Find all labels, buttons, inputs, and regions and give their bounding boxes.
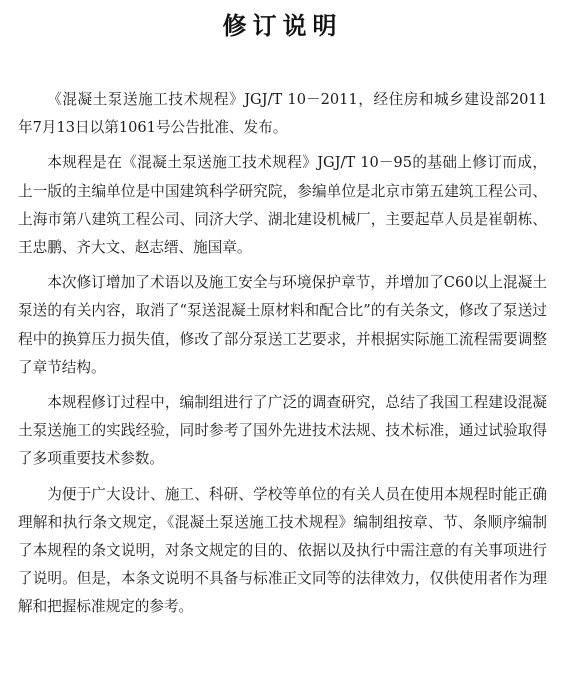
paragraph-history: 本规程是在《混凝土泵送施工技术规程》JGJ/T 10－95的基础上修订而成，上一版的主编单位是中国建筑科学研究院，参编单位是北京市第五建筑工程公司、上海市第八建筑工程公司、同济大学、湖北建设机械厂，主要起草人员是崔朝栋、王忠鹏、齐大文、赵志缙、施国章。 <box>18 154 547 257</box>
paragraph-purpose: 为便于广大设计、施工、科研、学校等单位的有关人员在使用本规程时能正确理解和执行条文规定，《混凝土泵送施工技术规程》编制组按章、节、条顺序编制了本规程的条文说明，对条文规定的目的、依据以及执行中需注意的有关事项进行了说明。但是，本条文说明不具备与标准正文同等的法律效力，仅供使用者作为理解和把握标准规定的参考。 <box>18 485 547 616</box>
paragraph-approval: 《混凝土泵送施工技术规程》JGJ/T 10－2011，经住房和城乡建设部2011年7月13日以第1061号公告批准、发布。 <box>18 91 547 137</box>
paragraph-process: 本规程修订过程中，编制组进行了广泛的调查研究，总结了我国工程建设混凝土泵送施工的实践经验，同时参考了国外先进技术法规、技术标准，通过试验取得了多项重要技术参数。 <box>18 394 547 468</box>
page-title: 修订说明 <box>222 12 343 40</box>
paragraph-changes: 本次修订增加了术语以及施工安全与环境保护章节，并增加了C60以上混凝土泵送的有关内容，取消了“泵送混凝土原材料和配合比”的有关条文，修改了泵送过程中的换算压力损失值，修改了部分泵送工艺要求，并根据实际施工流程需要调整了章节结构。 <box>18 274 547 376</box>
